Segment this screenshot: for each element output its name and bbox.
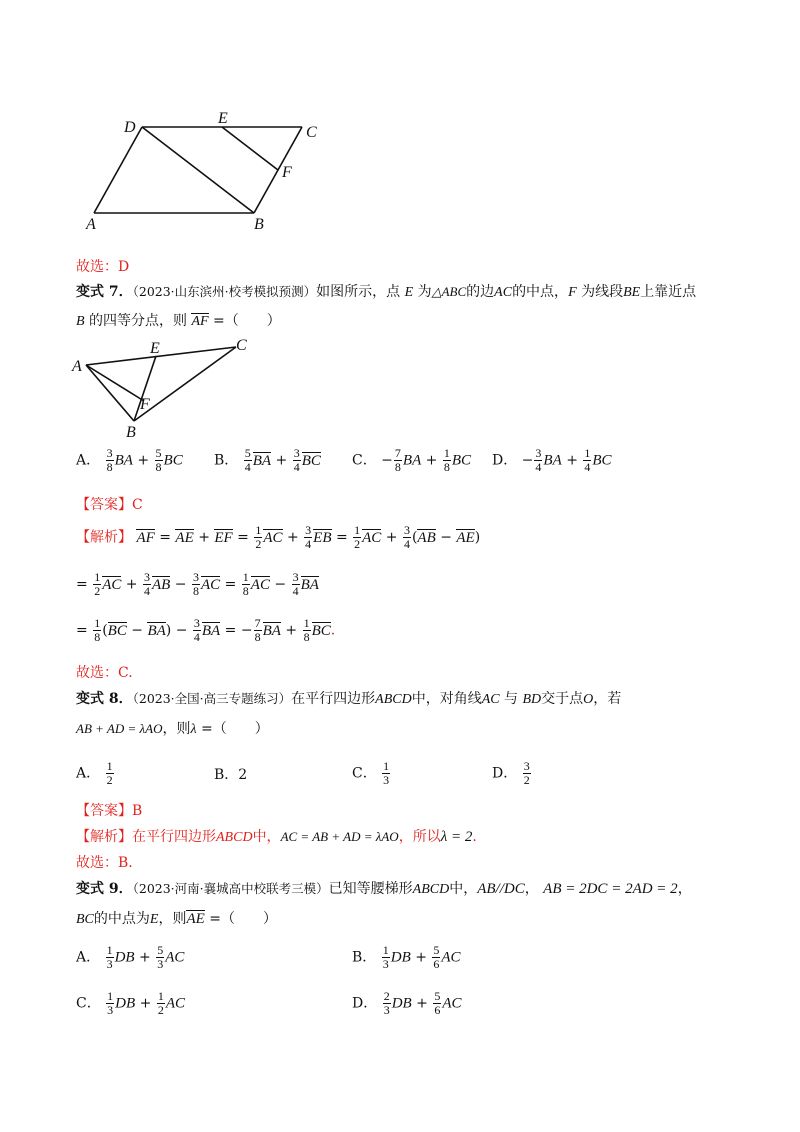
q6-conclusion: 故选：D [76, 259, 130, 275]
q8-stem-line2: AB + AD = λAO，则λ =（ ） [76, 721, 269, 737]
q9-option-b[interactable]: B． $\frac{1}{3}$ DB + $\frac{5}{6}$ AC [352, 943, 461, 971]
q7-source: （2023·山东滨州·校考模拟预测） [132, 284, 317, 299]
q9-source: （2023·河南·襄城高中校联考三模） [132, 881, 329, 896]
q9-option-a[interactable]: A． $\frac{1}{3}$ DB + $\frac{5}{3}$ AC [76, 943, 185, 971]
q7-analysis-line2: = $\frac{1}{2}$ AC + $\frac{3}{4}$ AB − $\frac{3}{8}$ AC = $\frac{1}{8}$ AC − $\frac{3}{4}$ BA [76, 570, 319, 598]
q8-source: （2023·全国·高三专题练习） [132, 691, 292, 706]
q8-option-d[interactable]: D． $\frac{3}{2}$ [492, 759, 530, 787]
q7-option-b[interactable]: B． $\frac{5}{4}$ BA + $\frac{3}{4}$ BC [214, 446, 321, 474]
label-D: D [124, 119, 136, 136]
label-E: E [218, 110, 228, 127]
q9-option-c[interactable]: C． $\frac{1}{3}$ DB + $\frac{1}{2}$ AC [76, 989, 185, 1017]
triangle-figure [68, 335, 268, 441]
q8-analysis: 【解析】在平行四边形ABCD中，AC = AB + AD = λAO，所以λ = 2. [76, 829, 477, 845]
label-A: A [72, 358, 82, 375]
q9-tag: 变式 9． [76, 881, 133, 897]
parallelogram-figure [80, 105, 340, 235]
label-B: B [126, 424, 136, 441]
label-F: F [282, 164, 292, 181]
q7-tag: 变式 7． [76, 284, 133, 300]
q8-option-c[interactable]: C． $\frac{1}{3}$ [352, 759, 390, 787]
q7-stem-line2: B 的四等分点，则 AF =（ ） [76, 313, 281, 329]
q9-option-d[interactable]: D． $\frac{2}{3}$ DB + $\frac{5}{6}$ AC [352, 989, 462, 1017]
label-A: A [86, 216, 96, 233]
q7-option-a[interactable]: A． $\frac{3}{8}$ BA + $\frac{5}{8}$ BC [76, 446, 183, 474]
q8-stem-line1: 变式 8．（2023·全国·高三专题练习）在平行四边形ABCD中，对角线AC 与 BD交于点O，若 [76, 691, 622, 707]
q7-option-d[interactable]: D． − $\frac{3}{4}$ BA + $\frac{1}{4}$ BC [492, 446, 612, 474]
q7-answer: 【答案】C [76, 497, 143, 513]
q8-conclusion: 故选：B. [76, 855, 133, 871]
q8-option-a[interactable]: A． $\frac{1}{2}$ [76, 759, 113, 787]
label-C: C [236, 337, 247, 354]
label-C: C [306, 124, 317, 141]
q7-conclusion: 故选：C. [76, 665, 133, 681]
q7-stem-line1: 变式 7．（2023·山东滨州·校考模拟预测）如图所示，点 E 为△ABC的边AC的中点，F 为线段BE上靠近点 [76, 284, 697, 300]
q9-stem-line1: 变式 9．（2023·河南·襄城高中校联考三模）已知等腰梯形ABCD中，AB//DC， AB = 2DC = 2AD = 2， [76, 881, 692, 897]
q7-option-c[interactable]: C． − $\frac{7}{8}$ BA + $\frac{1}{8}$ BC [352, 446, 472, 474]
q8-answer: 【答案】B [76, 803, 143, 819]
q9-stem-line2: BC的中点为E，则AE =（ ） [76, 911, 277, 927]
q7-analysis-line3: = $\frac{1}{8}$ (BC − BA) − $\frac{3}{4}$ BA = − $\frac{7}{8}$ BA + $\frac{1}{8}$ BC. [76, 616, 336, 644]
q8-option-b[interactable]: B．2 [214, 767, 248, 783]
q7-analysis-line1: 【解析】 AF = AE + EF = $\frac{1}{2}$ AC + $\frac{3}{4}$ EB = $\frac{1}{2}$ AC + $\frac{3}{4}$ (AB − AE) [76, 523, 481, 551]
label-F: F [140, 396, 150, 413]
label-E: E [150, 340, 160, 357]
label-B: B [254, 216, 264, 233]
q8-tag: 变式 8． [76, 691, 133, 707]
